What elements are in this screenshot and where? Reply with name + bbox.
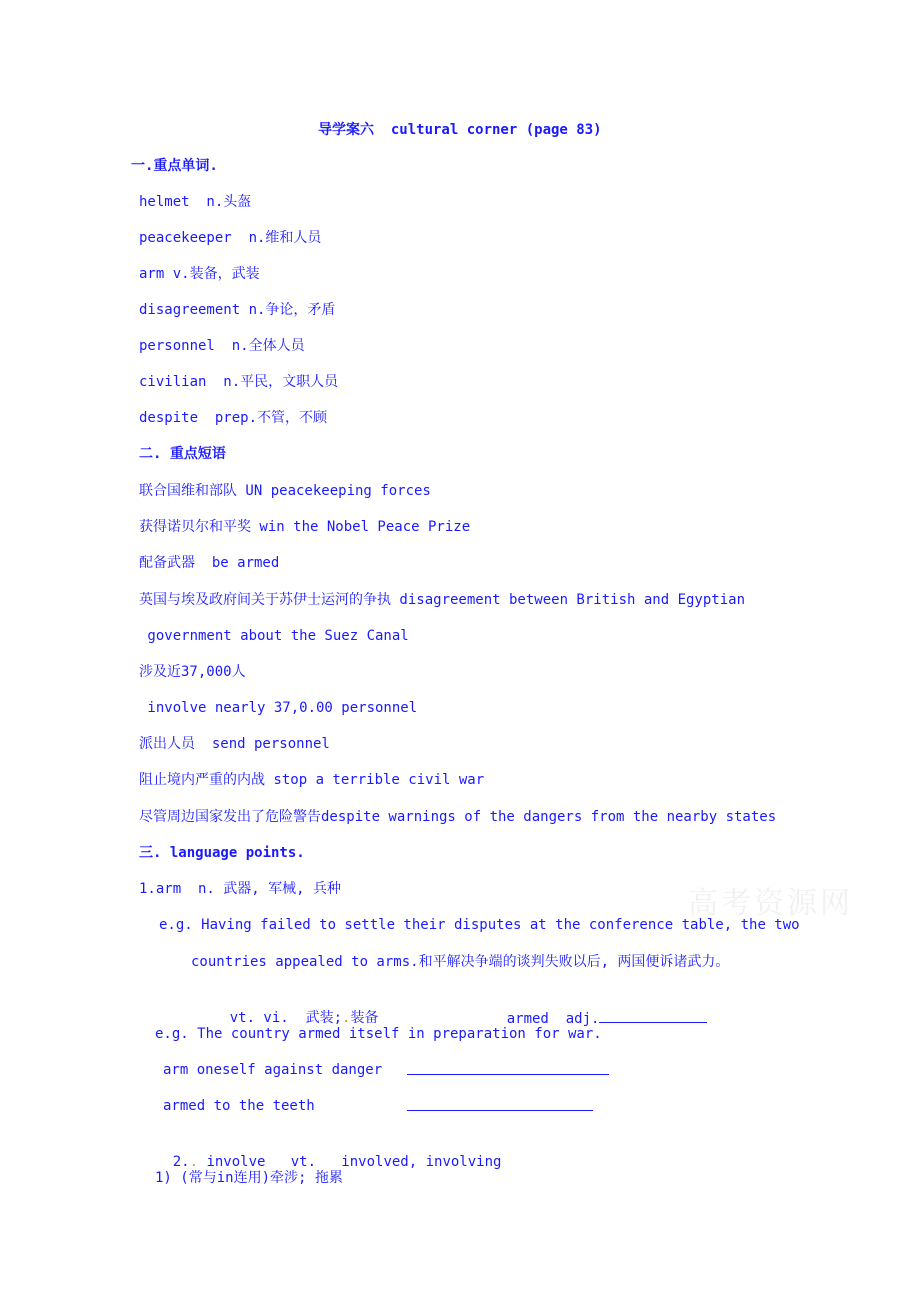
phrase-item: 派出人员 send personnel [139, 736, 330, 752]
verb-usage-text: 装备 [350, 1010, 379, 1026]
vocab-item: disagreement n.争论，矛盾 [139, 302, 336, 318]
vocab-item: helmet n.头盔 [139, 194, 252, 210]
section-heading-vocabulary: 一.重点单词. [131, 158, 218, 174]
vocab-item: despite prep.不管，不顾 [139, 410, 328, 426]
example-sentence: e.g. Having failed to settle their disputes at the conference table, the two [159, 917, 800, 933]
phrase-item: 尽管周边国家发出了危险警告despite warnings of the dangers from the nearby states [139, 809, 777, 825]
phrase-item: 联合国维和部队 UN peacekeeping forces [139, 483, 431, 499]
stray-mark: . [342, 1010, 351, 1026]
sense-definition: 1) (常与in连用)牵涉; 拖累 [155, 1170, 343, 1186]
vocab-item: civilian n.平民，文职人员 [139, 374, 339, 390]
answer-blank[interactable] [407, 1060, 609, 1075]
section-heading-language-points: 三. language points. [139, 845, 305, 861]
vocab-item: arm v.装备，武装 [139, 266, 260, 282]
phrase-item: 获得诺贝尔和平奖 win the Nobel Peace Prize [139, 519, 471, 535]
phrase-item: 英国与埃及政府间关于苏伊士运河的争执 disagreement between British and Egyptian [139, 592, 746, 608]
example-sentence: e.g. The country armed itself in preparation for war. [155, 1026, 602, 1042]
answer-blank[interactable] [407, 1096, 593, 1111]
phrase-item: 阻止境内严重的内战 stop a terrible civil war [139, 772, 485, 788]
answer-blank-line [407, 1096, 593, 1117]
example-sentence-continued: countries appealed to arms.和平解决争端的谈判失败以后, 两国便诉诸武力。 [191, 954, 730, 970]
phrase-to-translate: arm oneself against danger [163, 1062, 383, 1078]
stray-mark: . [189, 1154, 199, 1170]
answer-blank-line [407, 1060, 609, 1081]
item-text: involve vt. involved, involving [198, 1154, 502, 1170]
watermark-text: 高考资源网 [688, 886, 853, 921]
phrase-item-continued: government about the Suez Canal [139, 628, 409, 644]
page-title: 导学案六 cultural corner (page 83) [318, 122, 602, 138]
adj-label: armed adj. [506, 1011, 600, 1027]
vocab-item: peacekeeper n.维和人员 [139, 230, 322, 246]
phrase-to-translate: armed to the teeth [163, 1098, 315, 1114]
answer-blank[interactable] [599, 1008, 707, 1023]
item-number: 2. [172, 1154, 190, 1170]
phrase-item: 涉及近37,000人 [139, 664, 246, 680]
phrase-item: involve nearly 37,0.00 personnel [139, 700, 418, 716]
vocab-item: personnel n.全体人员 [139, 338, 305, 354]
language-point-arm: 1.arm n. 武器, 军械, 兵种 [139, 881, 342, 897]
verb-usage-text: vt. vi. 武装; [229, 1010, 343, 1026]
phrase-item: 配备武器 be armed [139, 555, 280, 571]
section-heading-phrases: 二. 重点短语 [139, 446, 226, 462]
